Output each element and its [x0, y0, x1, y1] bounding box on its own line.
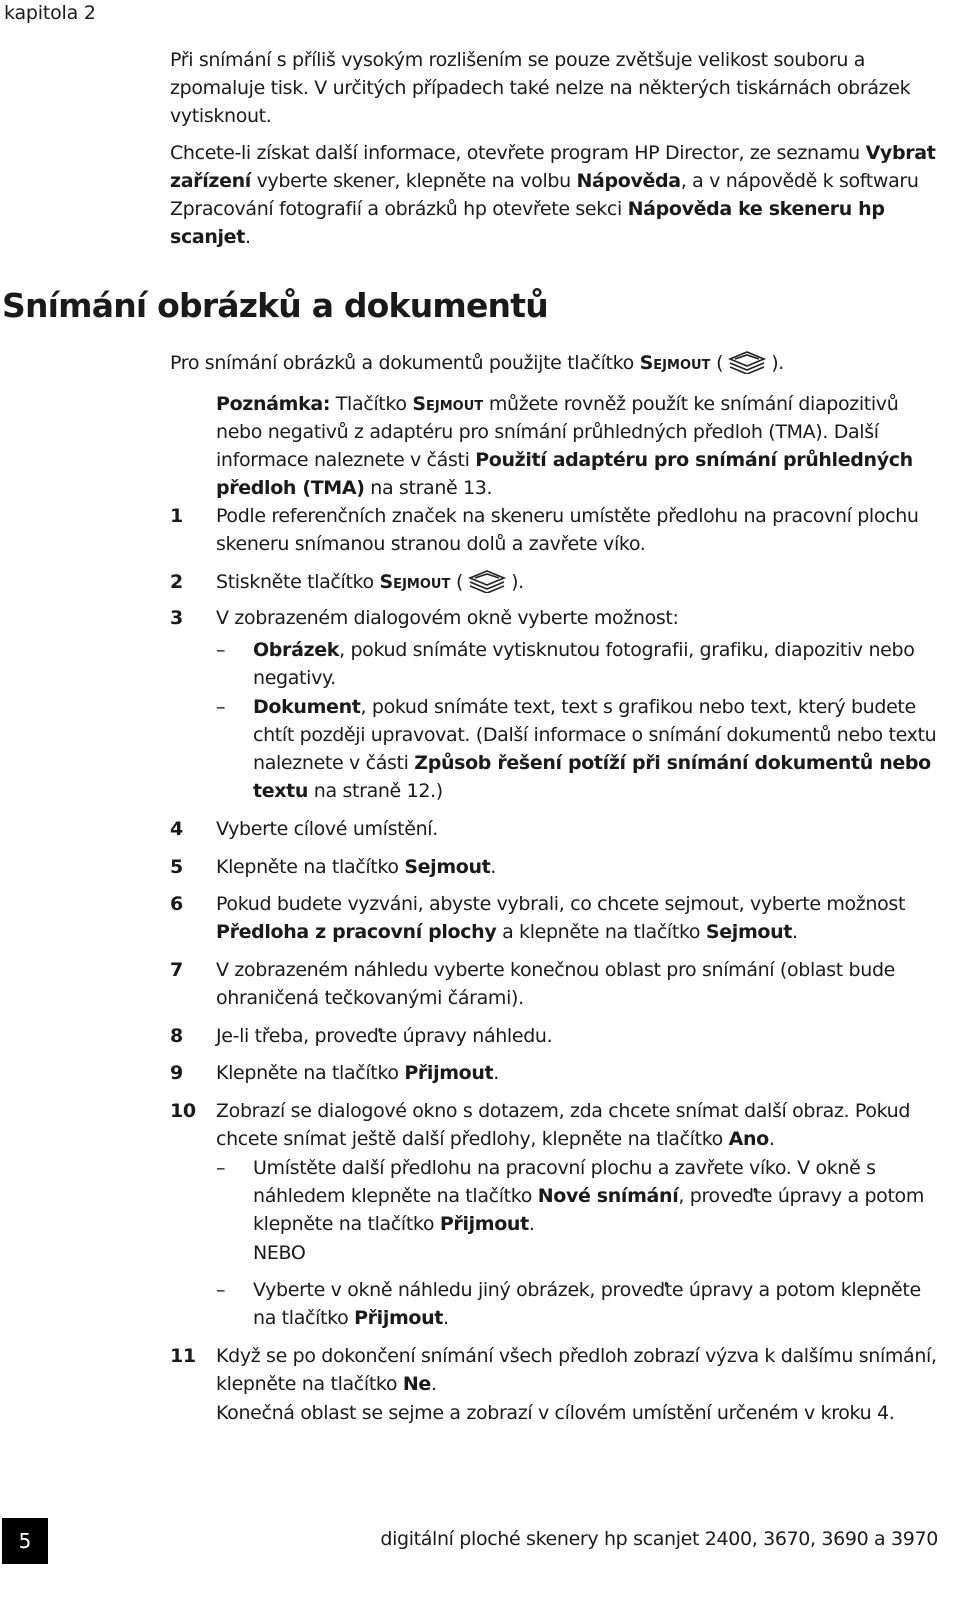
step-text [216, 568, 951, 596]
bold-scan: Sejmout [705, 921, 792, 943]
text: ). [771, 352, 784, 374]
scan-button-icon [727, 350, 767, 374]
step-number: 1 [170, 505, 183, 527]
step-number: 11 [170, 1345, 196, 1367]
step-text [216, 853, 951, 881]
note-label: Poznámka: [216, 393, 331, 415]
step-number: 6 [170, 893, 183, 915]
text: . [490, 856, 497, 878]
text: Klepněte na tlačítko [216, 856, 405, 878]
scan-button-icon [467, 569, 507, 593]
step-number: 2 [170, 571, 183, 593]
text: . [768, 1128, 775, 1150]
bold-select-device: Vybrat zařízení [170, 142, 936, 192]
bold-help: Nápověda [576, 170, 681, 192]
text: ( [450, 571, 464, 593]
bold-flatbed: Předloha z pracovní plochy [216, 921, 497, 943]
scan-button-name: Sejmout [639, 352, 711, 374]
text: Pro snímání obrázků a dokumentů použijte tlačítko [170, 352, 640, 374]
text: na straně 13. [364, 477, 493, 499]
text: , pokud snímáte text, text s grafikou nebo text, který budete chtít později upravovat. (Další informace o snímání dokumentů nebo textu naleznete v části [253, 696, 937, 774]
text: , pokud snímáte vytisknutou fotografii, grafiku, diapozitiv nebo negativy. [253, 639, 915, 689]
text: , proveďte úpravy a potom klepněte na tlačítko [253, 1185, 924, 1235]
step-text [216, 1097, 951, 1153]
cross-reference-troubleshooting: Způsob řešení potíží při snímání dokumentů nebo textu [253, 752, 931, 802]
scan-button-name: Sejmout [412, 393, 484, 415]
step-text: V zobrazeném náhledu vyberte konečnou oblast pro snímání (oblast bude ohraničená tečkovanými čárami). [216, 959, 895, 1009]
bold-yes: Ano [728, 1128, 769, 1150]
step-text: Je-li třeba, proveďte úpravy náhledu. [216, 1025, 553, 1047]
scan-button-name: Sejmout [379, 571, 451, 593]
dash: – [216, 696, 226, 718]
dash: – [216, 639, 226, 661]
step-number: 10 [170, 1100, 196, 1122]
paragraph-resolution: Při snímání s příliš vysokým rozlišením se pouze zvětšuje velikost souboru a zpomaluje tisk. V určitých případech také nelze na některých tiskárnách obrázek vytisknout. [170, 49, 911, 127]
bold-document: Dokument [253, 696, 361, 718]
bold-help-scanner: Nápověda ke skeneru hp scanjet [170, 198, 885, 248]
text: . [244, 226, 251, 248]
text: Stiskněte tlačítko [216, 571, 380, 593]
text: vyberte skener, klepněte na volbu [250, 170, 577, 192]
text: Vyberte v okně náhledu jiný obrázek, proveďte úpravy a potom klepněte na tlačítko [253, 1279, 921, 1329]
dash: – [216, 1157, 226, 1179]
option-text [253, 1276, 943, 1332]
step-number: 3 [170, 607, 183, 629]
text: Pokud budete vyzváni, abyste vybrali, co chcete sejmout, vyberte možnost [216, 893, 906, 915]
step-number: 8 [170, 1025, 183, 1047]
bold-accept: Přijmout [354, 1307, 444, 1329]
final-note: Konečná oblast se sejme a zobrazí v cílovém umístění určeném v kroku 4. [216, 1402, 895, 1424]
step-text [216, 1059, 951, 1087]
chapter-label: kapitola 2 [4, 2, 96, 24]
text: Tlačítko [330, 393, 413, 415]
text: . [792, 921, 798, 943]
text: Klepněte na tlačítko [216, 1062, 405, 1084]
bold-accept: Přijmout [404, 1062, 494, 1084]
text: můžete rovněž použít ke snímání diapozitivů nebo negativů z adaptéru pro snímání průhledných předloh (TMA). Další informace naleznete v části [216, 393, 899, 471]
section-intro [170, 350, 784, 374]
text: Když se po dokončení snímání všech předloh zobrazí výzva k dalšímu snímání, klepněte na tlačítko [216, 1345, 937, 1395]
text: na straně 12.) [308, 780, 443, 802]
text: . [528, 1213, 535, 1235]
step-number: 4 [170, 818, 183, 840]
step-text [216, 1342, 951, 1398]
text: Zobrazí se dialogové okno s dotazem, zda chcete snímat další obraz. Pokud chcete snímat ještě další předlohy, klepněte na tlačítko [216, 1100, 911, 1150]
text: . [430, 1373, 437, 1395]
section-title: Snímání obrázků a dokumentů [2, 286, 548, 325]
page-number: 5 [2, 1518, 48, 1564]
text: Chcete-li získat další informace, otevřete program HP Director, ze seznamu [170, 142, 866, 164]
bold-no: Ne [402, 1373, 431, 1395]
dash: – [216, 1279, 226, 1301]
text: . [493, 1062, 499, 1084]
text: , a v nápovědě k softwaru Zpracování fotografií a obrázků hp otevřete sekci [170, 170, 919, 220]
step-text [216, 890, 951, 946]
paragraph-more-info [170, 139, 940, 251]
text: Umístěte další předlohu na pracovní plochu a zavřete víko. V okně s náhledem klepněte na tlačítko [253, 1157, 876, 1207]
text: . [443, 1307, 449, 1329]
step-text: Vyberte cílové umístění. [216, 818, 438, 840]
bold-scan: Sejmout [404, 856, 491, 878]
text: ( [710, 352, 724, 374]
option-text [253, 1154, 943, 1238]
footer-title: digitální ploché skenery hp scanjet 2400, 3670, 3690 a 3970 [380, 1528, 938, 1550]
option-text [253, 693, 943, 805]
step-number: 7 [170, 959, 183, 981]
bold-new-scan: Nové snímání [537, 1185, 679, 1207]
step-text: V zobrazeném dialogovém okně vyberte možnost: [216, 607, 679, 629]
text: ). [511, 571, 524, 593]
or-separator: NEBO [253, 1242, 306, 1264]
bold-accept: Přijmout [439, 1213, 529, 1235]
step-text: Podle referenčních značek na skeneru umístěte předlohu na pracovní plochu skeneru snímanou stranou dolů a zavřete víko. [216, 505, 919, 555]
cross-reference-tma: Použití adaptéru pro snímání průhledných předloh (TMA) [216, 449, 913, 499]
step-number: 9 [170, 1062, 183, 1084]
bold-image: Obrázek [253, 639, 340, 661]
option-text [253, 636, 943, 692]
text: a klepněte na tlačítko [496, 921, 706, 943]
note [216, 390, 946, 502]
step-number: 5 [170, 856, 183, 878]
